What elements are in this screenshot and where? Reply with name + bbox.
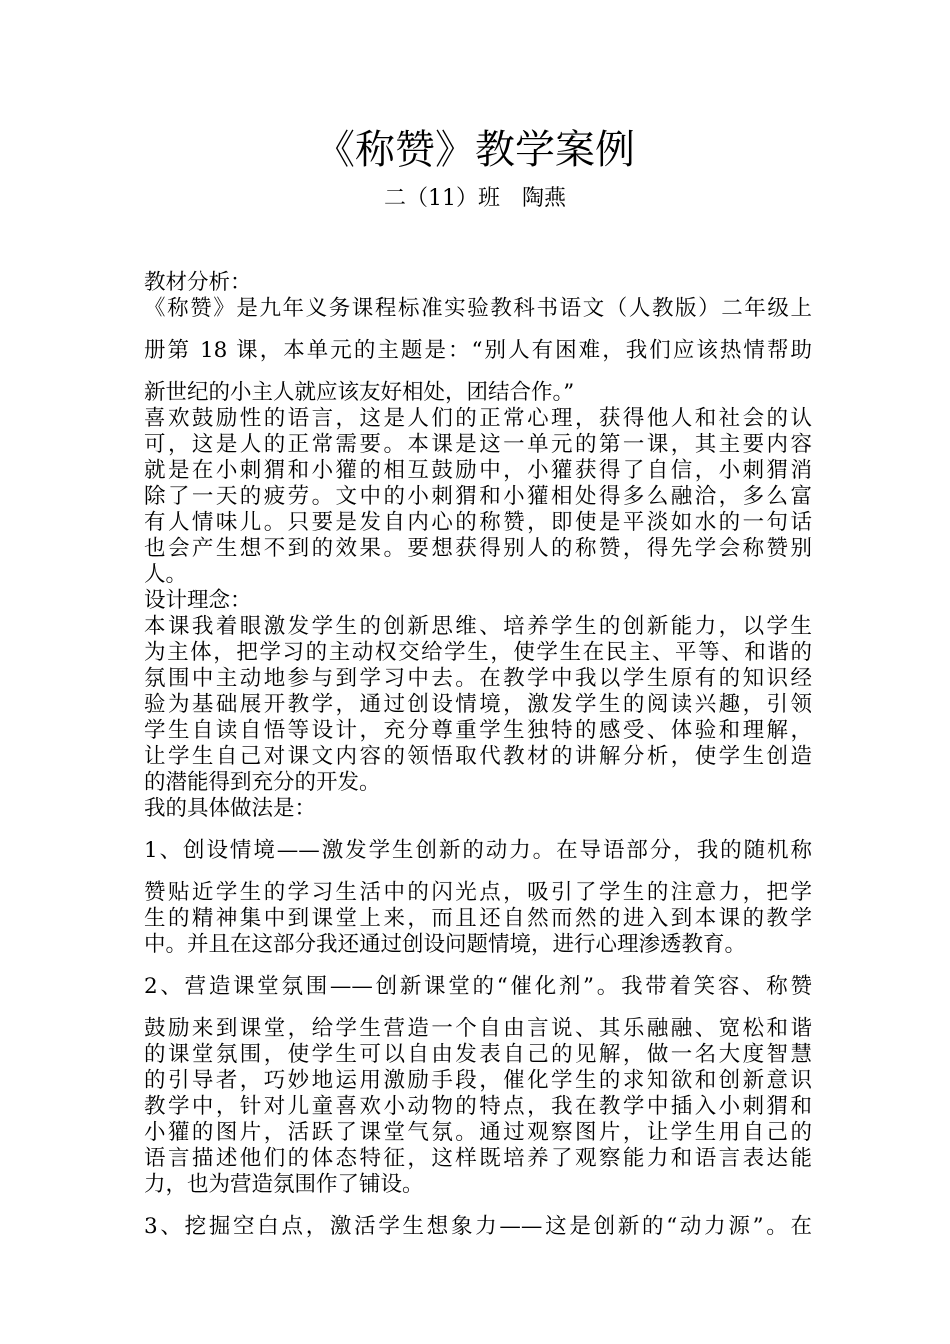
paragraph-line: 赞贴近学生的学习生活中的闪光点，吸引了学生的注意力，把学: [144, 880, 812, 905]
paragraph-line: 就是在小刺猬和小獾的相互鼓励中，小獾获得了自信，小刺猬消: [144, 458, 812, 483]
document-subtitle: 二（11）班 陶燕: [384, 186, 566, 211]
section-heading-design: 设计理念：: [144, 588, 252, 613]
paragraph-line: 的潜能得到充分的开发。: [144, 770, 381, 795]
document-body: [144, 270, 812, 1240]
paragraph-line: 除了一天的疲劳。文中的小刺猬和小獾相处得多么融洽，多么富: [144, 484, 812, 509]
paragraph-line: 让学生自己对课文内容的领悟取代教材的讲解分析，使学生创造: [144, 744, 812, 769]
paragraph-line: 《称赞》是九年义务课程标准实验教科书语文（人教版）二年级上: [144, 296, 812, 321]
paragraph-line: 3、挖掘空白点，激活学生想象力——这是创新的“动力源”。在: [144, 1214, 812, 1239]
paragraph-line: 册第 18 课，本单元的主题是：“别人有困难，我们应该热情帮助: [144, 338, 812, 363]
paragraph-line: 氛围中主动地参与到学习中去。在教学中我以学生原有的知识经: [144, 666, 812, 691]
paragraph-line: 中。并且在这部分我还通过创设问题情境，进行心理渗透教育。: [144, 932, 747, 957]
paragraph-line: 为主体，把学习的主动权交给学生，使学生在民主、平等、和谐的: [144, 640, 812, 665]
paragraph-line: 可，这是人的正常需要。本课是这一单元的第一课，其主要内容: [144, 432, 812, 457]
paragraph-line: 学生自读自悟等设计，充分尊重学生独特的感受、体验和理解，: [144, 718, 812, 743]
paragraph-line: 喜欢鼓励性的语言，这是人们的正常心理，获得他人和社会的认: [144, 406, 812, 431]
paragraph-line: 力，也为营造氛围作了铺设。: [144, 1172, 424, 1197]
section-heading-materials: 教材分析：: [144, 270, 252, 295]
paragraph-line: 教学中，针对儿童喜欢小动物的特点，我在教学中插入小刺猬和: [144, 1094, 812, 1119]
paragraph-line: 2、营造课堂氛围——创新课堂的“催化剂”。我带着笑容、称赞: [144, 974, 812, 999]
paragraph-line: 新世纪的小主人就应该友好相处，团结合作。”: [144, 380, 575, 405]
paragraph-line: 小獾的图片，活跃了课堂气氛。通过观察图片，让学生用自己的: [144, 1120, 812, 1145]
paragraph-line: 语言描述他们的体态特征，这样既培养了观察能力和语言表达能: [144, 1146, 812, 1171]
document-title: 《称赞》教学案例: [315, 127, 635, 173]
paragraph-line: 验为基础展开教学，通过创设情境，激发学生的阅读兴趣，引领: [144, 692, 812, 717]
paragraph-line: 也会产生想不到的效果。要想获得别人的称赞，得先学会称赞别: [144, 536, 812, 561]
paragraph-line: 生的精神集中到课堂上来，而且还自然而然的进入到本课的教学: [144, 906, 812, 931]
section-heading-practice: 我的具体做法是：: [144, 796, 317, 821]
paragraph-line: 人。: [144, 562, 188, 587]
paragraph-line: 本课我着眼激发学生的创新思维、培养学生的创新能力，以学生: [144, 614, 812, 639]
paragraph-line: 的引导者，巧妙地运用激励手段，催化学生的求知欲和创新意识: [144, 1068, 812, 1093]
paragraph-line: 鼓励来到课堂，给学生营造一个自由言说、其乐融融、宽松和谐: [144, 1016, 812, 1041]
paragraph-line: 的课堂氛围，使学生可以自由发表自己的见解，做一名大度智慧: [144, 1042, 812, 1067]
paragraph-line: 有人情味儿。只要是发自内心的称赞，即使是平淡如水的一句话: [144, 510, 812, 535]
paragraph-line: 1、创设情境——激发学生创新的动力。在导语部分，我的随机称: [144, 838, 812, 863]
